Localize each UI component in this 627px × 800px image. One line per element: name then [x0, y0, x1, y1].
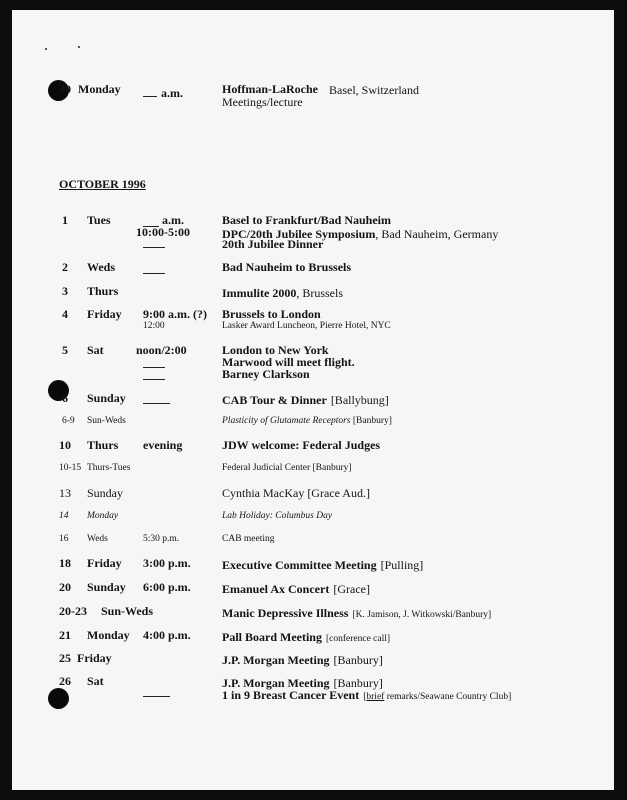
blank-line — [143, 96, 157, 97]
entry-title: JDW welcome: Federal Judges — [222, 438, 381, 452]
entry-weekday: Weds — [87, 534, 108, 544]
entry-day: 1 — [62, 213, 68, 227]
entry-title: Manic Depressive Illness [K. Jamison, J. Witkowski/Banbury] — [222, 606, 492, 620]
entry-title: Hoffman-LaRoche — [222, 82, 318, 96]
entry-title: J.P. Morgan Meeting [Banbury] — [222, 653, 383, 667]
entry-title: Bad Nauheim to Brussels — [222, 260, 352, 274]
entry-day: 14 — [59, 511, 69, 521]
entry-day: 20 — [59, 580, 71, 594]
entry-weekday: Monday — [87, 511, 119, 521]
entry-day: 5 — [62, 343, 68, 357]
entry-time: a.m. — [162, 213, 184, 227]
entry-title: London to New York — [222, 343, 329, 357]
entry-weekday: Thurs — [87, 284, 119, 298]
entry-title: Lab Holiday: Columbus Day — [222, 511, 333, 521]
entry-title: CAB meeting — [222, 534, 275, 544]
entry-time: 12:00 — [143, 321, 165, 331]
entry-title: DPC/20th Jubilee Symposium, Bad Nauheim, Germany — [222, 227, 499, 241]
entry-day: 6-9 — [62, 416, 75, 426]
speck — [45, 48, 47, 50]
entry-day: 4 — [62, 307, 68, 321]
entry-day: 13 — [59, 486, 71, 500]
entry-day: 20-23 — [59, 604, 87, 618]
entry-title: Pall Board Meeting [conference call] — [222, 630, 391, 644]
entry-title: Emanuel Ax Concert [Grace] — [222, 582, 370, 596]
entry-time: 9:00 a.m. (?) — [143, 307, 207, 321]
entry-day: 3 — [62, 284, 68, 298]
entry-title: Basel to Frankfurt/Bad Nauheim — [222, 213, 392, 227]
entry-time: 10:00-5:00 — [136, 225, 190, 239]
entry-weekday: Sunday — [87, 486, 123, 500]
entry-time: a.m. — [161, 86, 183, 100]
entry-title: Marwood will meet flight. — [222, 355, 355, 369]
month-heading: OCTOBER 1996 — [59, 177, 146, 191]
blank-line — [143, 273, 165, 274]
entry-title: J.P. Morgan Meeting [Banbury] — [222, 676, 383, 690]
blank-line — [143, 367, 165, 368]
entry-day: 21 — [59, 628, 71, 642]
entry-weekday: Sat — [87, 343, 104, 357]
entry-day: 10 — [59, 438, 71, 452]
blank-line — [143, 379, 165, 380]
entry-weekday: Friday — [87, 307, 122, 321]
document-page — [12, 10, 614, 790]
blank-line — [143, 403, 170, 404]
speck — [78, 46, 80, 48]
entry-day: 26 — [59, 674, 71, 688]
entry-weekday: Sun-Weds — [87, 416, 126, 426]
entry-title: Immulite 2000, Brussels — [222, 286, 343, 300]
entry-weekday: Monday — [78, 82, 121, 96]
entry-title: Brussels to London — [222, 307, 321, 321]
entry-title: 1 in 9 Breast Cancer Event [brief remarks/Seawane Country Club] — [222, 688, 512, 702]
entry-weekday: Sunday — [87, 391, 126, 405]
entry-title: Federal Judicial Center [Banbury] — [222, 463, 352, 473]
blank-line — [143, 247, 165, 248]
entry-title: CAB Tour & Dinner [Ballybung] — [222, 393, 389, 407]
entry-weekday: Monday — [87, 628, 130, 642]
entry-day: 25 — [59, 651, 71, 665]
entry-place: Basel, Switzerland — [329, 83, 419, 97]
entry-day: 18 — [59, 556, 71, 570]
entry-weekday: Sunday — [87, 580, 126, 594]
entry-weekday: Friday — [77, 651, 112, 665]
entry-title: Barney Clarkson — [222, 367, 310, 381]
entry-title: Executive Committee Meeting [Pulling] — [222, 558, 424, 572]
entry-weekday: Weds — [87, 260, 116, 274]
entry-time: 4:00 p.m. — [143, 628, 191, 642]
entry-time: 5:30 p.m. — [143, 534, 180, 544]
entry-weekday: Friday — [87, 556, 122, 570]
entry-title: 20th Jubilee Dinner — [222, 237, 324, 251]
entry-weekday: Sun-Weds — [101, 604, 154, 618]
entry-time: noon/2:00 — [136, 343, 187, 357]
entry-day: 30 — [59, 82, 71, 96]
entry-title: Cynthia MacKay [Grace Aud.] — [222, 486, 370, 500]
entry-weekday: Tues — [87, 213, 111, 227]
entry-day: 16 — [59, 534, 69, 544]
entry-note: Lasker Award Luncheon, Pierre Hotel, NYC — [222, 321, 391, 331]
entry-title: Plasticity of Glutamate Receptors [Banbury] — [222, 416, 392, 426]
binder-hole — [48, 688, 69, 709]
entry-weekday: Thurs-Tues — [87, 463, 131, 473]
entry-weekday: Thurs — [87, 438, 119, 452]
entry-day: 6 — [62, 391, 68, 405]
blank-line — [143, 696, 170, 697]
entry-time: 6:00 p.m. — [143, 580, 191, 594]
entry-day: 2 — [62, 260, 68, 274]
entry-time: 3:00 p.m. — [143, 556, 191, 570]
entry-time: evening — [143, 438, 183, 452]
entry-day: 10-15 — [59, 463, 82, 473]
entry-weekday: Sat — [87, 674, 104, 688]
entry-note: Meetings/lecture — [222, 95, 303, 109]
